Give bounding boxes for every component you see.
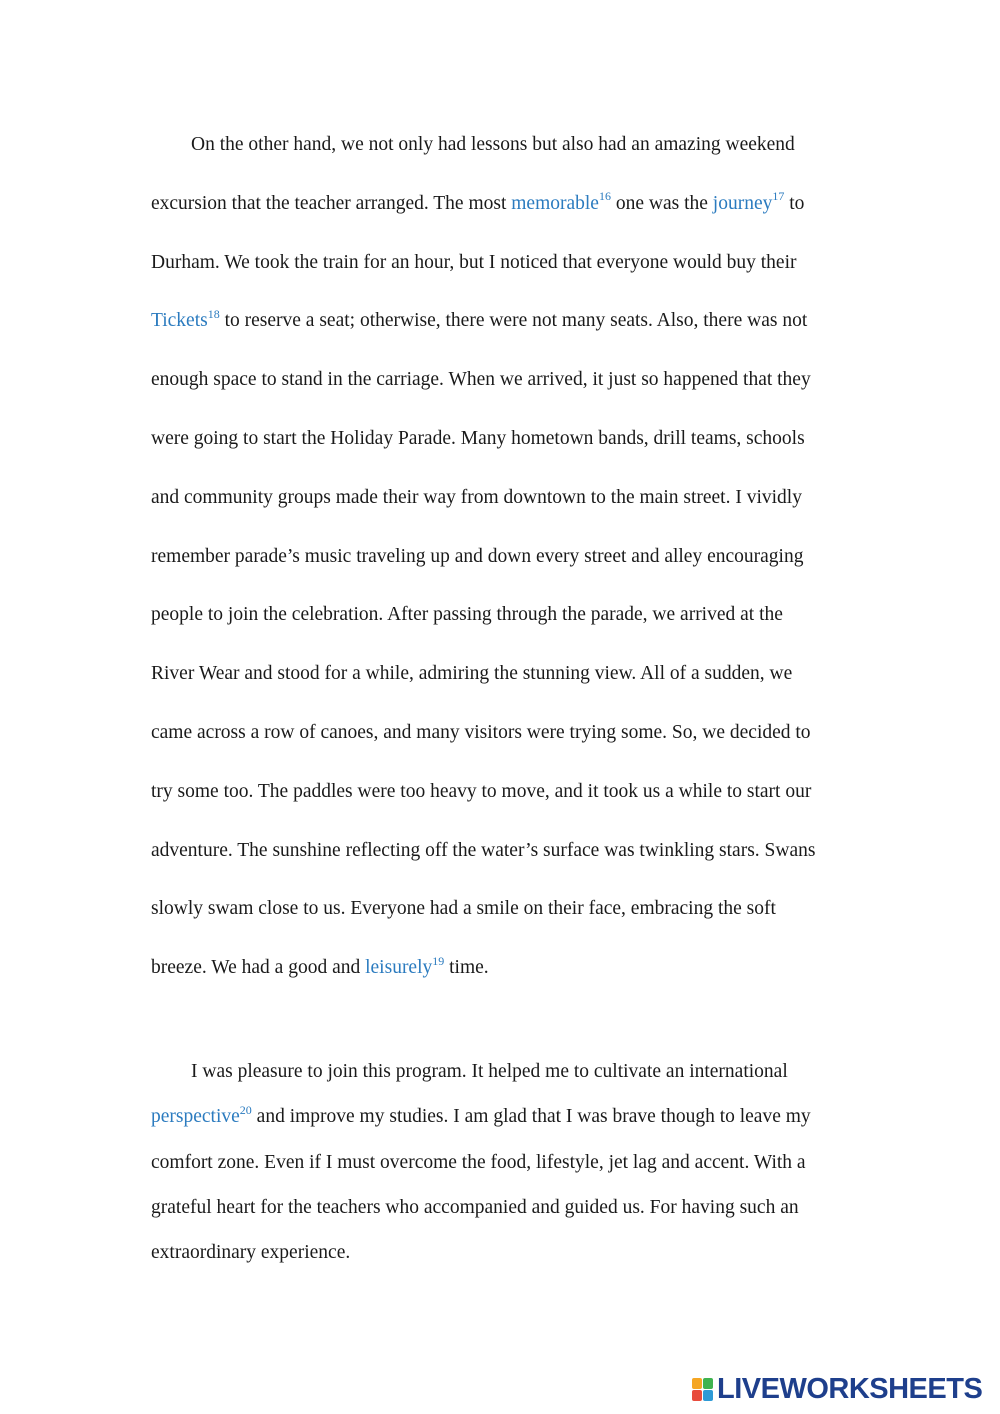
footnote-number: 16 <box>598 189 611 204</box>
logo-text: LIVEWORKSHEETS <box>717 1372 983 1405</box>
logo-square-1 <box>692 1378 702 1389</box>
text-run: I was pleasure to join this program. It helped me to cultivate an international <box>191 1061 788 1082</box>
text-run: and improve my studies. I am glad that I was brave though to leave my <box>251 1106 811 1128</box>
text-line <box>151 662 792 686</box>
logo-square-2 <box>703 1378 713 1389</box>
text-line <box>151 427 805 451</box>
vocabulary-word[interactable] <box>151 1102 252 1128</box>
text-run: breeze. We had a good and <box>151 957 366 979</box>
vocabulary-word-text: leisurely <box>365 957 433 979</box>
vocabulary-word[interactable] <box>151 306 220 332</box>
text-run: slowly swam close to us. Everyone had a smile on their face, embracing the soft <box>151 898 776 920</box>
text-run: remember parade’s music traveling up and down every street and alley encouraging <box>151 545 804 567</box>
text-line <box>151 1241 350 1265</box>
footnote-number: 19 <box>432 953 445 968</box>
text-line <box>151 306 808 333</box>
text-run: excursion that the teacher arranged. The most <box>151 192 512 214</box>
text-line <box>151 897 776 921</box>
text-line <box>151 545 803 569</box>
footnote-number: 20 <box>239 1102 252 1117</box>
footnote-number: 17 <box>772 189 785 204</box>
text-run: were going to start the Holiday Parade. Many hometown bands, drill teams, schools <box>151 428 805 449</box>
logo-square-3 <box>692 1390 702 1401</box>
text-line <box>151 1102 811 1129</box>
vocabulary-word[interactable] <box>712 189 785 214</box>
text-run: people to join the celebration. After passing through the parade, we arrived at the <box>151 604 783 626</box>
text-line <box>151 721 811 745</box>
text-line <box>151 953 489 980</box>
text-run: Durham. We took the train for an hour, but I noticed that everyone would buy their <box>151 251 797 273</box>
text-line <box>151 839 815 863</box>
liveworksheets-logo[interactable] <box>692 1374 982 1404</box>
text-line <box>151 251 797 275</box>
vocabulary-word-text: perspective <box>151 1106 240 1128</box>
text-run: extraordinary experience. <box>151 1242 351 1264</box>
text-line <box>151 603 783 627</box>
vocabulary-word-text: Tickets <box>151 310 208 332</box>
text-line <box>151 368 811 392</box>
vocabulary-word[interactable] <box>365 953 445 979</box>
text-run: to <box>784 192 805 214</box>
liveworksheets-logo-icon <box>692 1378 713 1401</box>
text-run: time. <box>444 957 489 979</box>
text-line <box>151 1151 806 1175</box>
text-run: adventure. The sunshine reflecting off the water’s surface was twinkling stars. Swans <box>151 839 816 861</box>
logo-square-4 <box>703 1390 713 1401</box>
text-run: comfort zone. Even if I must overcome the food, lifestyle, jet lag and accent. With a <box>151 1151 806 1173</box>
text-line <box>151 486 802 510</box>
text-run: enough space to stand in the carriage. When we arrived, it just so happened that they <box>151 369 811 391</box>
vocabulary-word[interactable] <box>511 189 611 214</box>
text-run: River Wear and stood for a while, admiring the stunning view. All of a sudden, we <box>151 663 793 685</box>
text-run: came across a row of canoes, and many visitors were trying some. So, we decided to <box>151 722 811 743</box>
text-line <box>151 1196 799 1220</box>
text-line <box>151 780 811 804</box>
vocabulary-word-text: memorable <box>511 192 599 214</box>
text-run: grateful heart for the teachers who accompanied and guided us. For having such an <box>151 1196 799 1218</box>
text-run: one was the <box>610 192 713 214</box>
text-run: On the other hand, we not only had lessons but also had an amazing weekend <box>191 134 795 155</box>
text-run: and community groups made their way from downtown to the main street. I vividly <box>151 486 802 508</box>
text-run: to reserve a seat; otherwise, there were not many seats. Also, there was not <box>219 310 808 332</box>
text-run: try some too. The paddles were too heavy to move, and it took us a while to start our <box>151 780 812 802</box>
footnote-number: 18 <box>207 306 220 321</box>
text-line <box>191 1060 788 1084</box>
text-line <box>191 133 795 157</box>
text-line <box>151 189 805 216</box>
vocabulary-word-text: journey <box>712 192 773 214</box>
